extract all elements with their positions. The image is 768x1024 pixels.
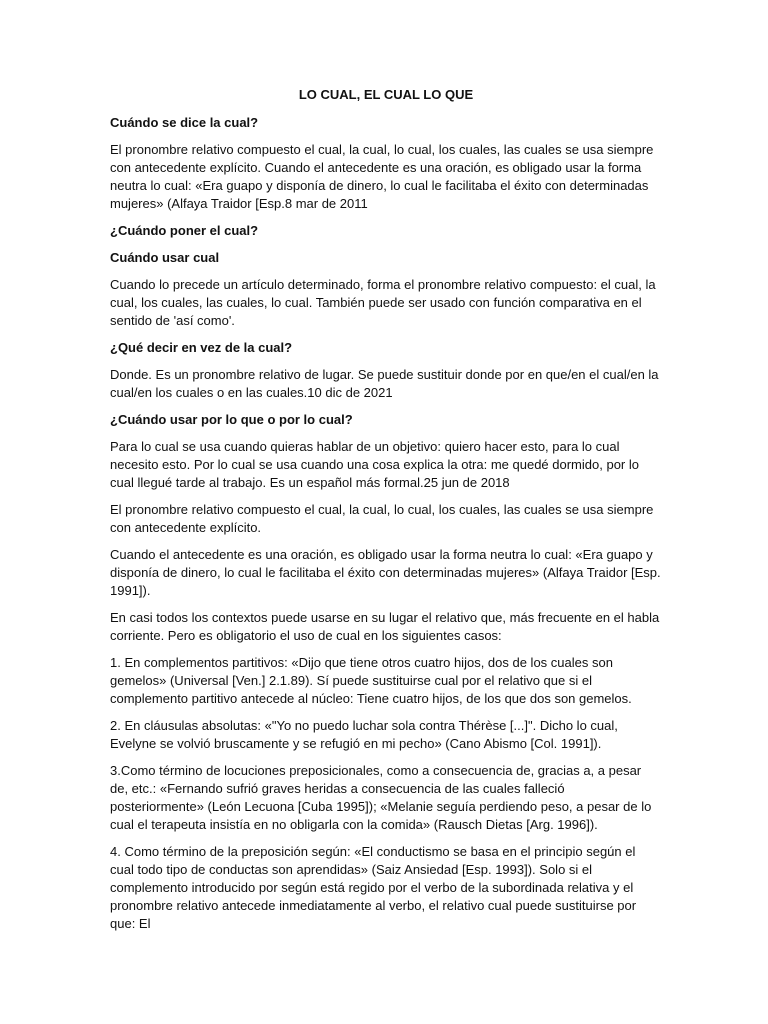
section-heading: ¿Cuándo poner el cual? — [110, 223, 259, 238]
section-heading: ¿Qué decir en vez de la cual? — [110, 340, 293, 355]
paragraph: Cuando el antecedente es una oración, es obligado usar la forma neutra lo cual: «Era guapo y disponía de dinero, lo cual le facilitaba el éxito con determinadas mujeres» (Alfaya Traidor [Esp. 1991]). — [110, 547, 661, 598]
section-heading: Cuándo se dice la cual? — [110, 115, 259, 130]
paragraph: En casi todos los contextos puede usarse en su lugar el relativo que, más frecuente en el habla corriente. Pero es obligatorio el uso de cual en los siguientes casos: — [110, 610, 660, 643]
section-heading: ¿Cuándo usar por lo que o por lo cual? — [110, 412, 353, 427]
list-item-segun: 4. Como término de la preposición según: «El conductismo se basa en el principio según el cual todo tipo de conductas son aprendidas» (Saiz Ansiedad [Esp. 1993]). Solo si el complemento introducido por según está regido por el verbo de la subordinada relativa y el pronombre relativo antecede inmediatamente al verbo, el relativo cual puede sustituirse por que: El — [110, 844, 637, 931]
document-title: LO CUAL, EL CUAL LO QUE — [298, 87, 474, 102]
paragraph: Donde. Es un pronombre relativo de lugar. Se puede sustituir donde por en que/en el cual/en la cual/en los cuales o en las cuales.10 dic de 2021 — [110, 367, 659, 400]
section-heading: Cuándo usar cual — [110, 250, 220, 265]
paragraph: El pronombre relativo compuesto el cual, la cual, lo cual, los cuales, las cuales se usa siempre con antecedente explícito. — [110, 502, 654, 535]
paragraph: El pronombre relativo compuesto el cual, la cual, lo cual, los cuales, las cuales se usa siempre con antecedente explícito. Cuando el antecedente es una oración, es obligado usar la forma neutra lo cual: «Era guapo y disponía de dinero, lo cual le facilitaba el éxito con determinadas mujeres» (Alfaya Traidor [Esp.8 mar de 2011 — [110, 142, 654, 211]
paragraph: Cuando lo precede un artículo determinado, forma el pronombre relativo compuesto: el cual, la cual, los cuales, las cuales, lo cual. También puede ser usado con función comparativa en el sentido de 'así como'. — [110, 277, 656, 328]
paragraph: Para lo cual se usa cuando quieras hablar de un objetivo: quiero hacer esto, para lo cual necesito esto. Por lo cual se usa cuando una cosa explica la otra: me quedé dormido, por lo cual llegué tarde al trabajo. Es un español más formal.25 jun de 2018 — [110, 439, 639, 490]
list-item-absolute: 2. En cláusulas absolutas: «"Yo no puedo luchar sola contra Thérèse [...]". Dicho lo cual, Evelyne se volvió bruscamente y se refugió en mi pecho» (Cano Abismo [Col. 1991]). — [110, 718, 618, 751]
list-item-partitive: 1. En complementos partitivos: «Dijo que tiene otros cuatro hijos, dos de los cuales son gemelos» (Universal [Ven.] 2.1.89). Sí puede sustituirse cual por el relativo que si el complemento partitivo antecede al núcleo: Tiene cuatro hijos, de los que dos son gemelos. — [110, 655, 632, 706]
list-item-prepositional: 3.Como término de locuciones preposicionales, como a consecuencia de, gracias a, a pesar de, etc.: «Fernando sufrió graves heridas a consecuencia de las cuales falleció posteriormente» (León Lecuona [Cuba 1995]); «Melanie seguía perdiendo peso, a pesar de lo cual el terapeuta insistía en no obligarla con la comida» (Rausch Dietas [Arg. 1996]). — [110, 763, 652, 832]
